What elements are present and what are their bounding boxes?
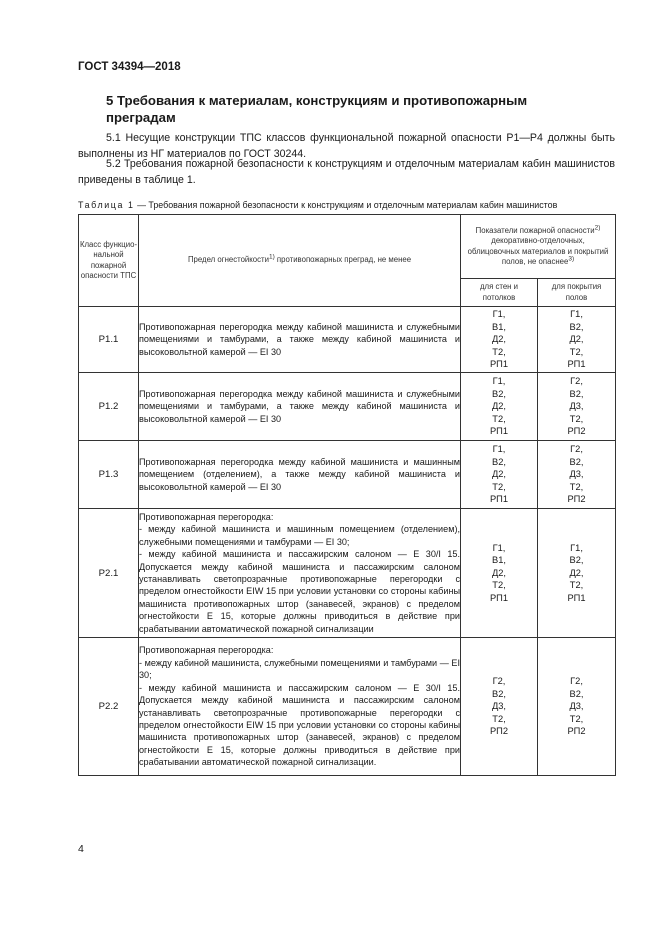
indicator-value: Д3,: [569, 401, 584, 412]
header-indicators-footnote-2: 3): [568, 255, 575, 263]
header-class-text: Класс функцио-нальной пожарной опасности ТПС: [79, 239, 138, 280]
indicator-value: Г2,: [570, 444, 583, 455]
table-caption-number: Таблица 1: [78, 200, 135, 210]
description-line: Противопожарная перегородка:: [139, 645, 274, 656]
indicator-value: Г2,: [570, 376, 583, 387]
indicator-value: Д2,: [569, 334, 584, 345]
row-class: Р1.1: [79, 307, 139, 373]
indicator-value: Г1,: [492, 309, 506, 320]
indicator-value: В2,: [569, 388, 584, 399]
indicator-value: Д2,: [491, 567, 507, 578]
indicator-value: В2,: [492, 456, 506, 467]
indicator-value: Т2,: [569, 413, 584, 424]
indicator-value: В2,: [569, 321, 584, 332]
row-class: Р2.2: [79, 638, 139, 776]
row-description: [139, 638, 461, 776]
description-line: Противопожарная перегородка между кабиной машиниста и служебными помещениями и тамбурами, а также между кабиной машиниста и высоковольтной камерой — EI 30: [139, 388, 460, 424]
indicator-value: РП2: [567, 726, 586, 737]
description-line: Противопожарная перегородка между кабиной машиниста и машинным помещением (отделением), а также между кабиной машиниста и высоковольтной камерой — EI 30: [139, 456, 460, 492]
indicator-value: РП2: [567, 426, 586, 437]
indicator-value: РП2: [489, 726, 509, 737]
indicator-value: Г1,: [492, 444, 506, 455]
row-description: [139, 441, 461, 509]
header-class: [79, 215, 139, 307]
row-description: [139, 307, 461, 373]
indicator-value: В2,: [492, 388, 506, 399]
row-description: [139, 373, 461, 441]
row-class: Р1.2: [79, 373, 139, 441]
row-walls-indicators: [461, 373, 538, 441]
indicator-value: Д3,: [569, 469, 584, 480]
description-line: Противопожарная перегородка:: [139, 511, 274, 522]
header-walls: для стен и потолков: [461, 279, 538, 307]
description-line: - между кабиной машиниста и пассажирским салоном — E 30/I 15. Допускается между кабиной машиниста и пассажирским салоном устанавливать светопрозрачные противопожарные перегородки с пределом огнестойкости EIW 15 при условии установки со стороны кабины машиниста противопожарных штор (занавесей, экранов) с пределом огнестойкости E 15, которые должны приводиться в действие при срабатывании автоматической пожарной сигнализации.: [139, 682, 460, 768]
indicator-value: Т2,: [569, 580, 584, 591]
table-row: [79, 509, 616, 638]
row-floors-indicators: [538, 638, 616, 776]
header-indicators: [461, 215, 616, 279]
indicator-value: Т2,: [492, 413, 506, 424]
indicator-value: Д2,: [569, 567, 584, 578]
table-caption-text: — Требования пожарной безопасности к конструкциям и отделочным материалам кабин машинистов: [134, 200, 558, 210]
paragraph-5-1: 5.1 Несущие конструкции ТПС классов функциональной пожарной опасности Р1—Р4 должны быть выполнены из НГ материалов по ГОСТ 30244.: [78, 132, 615, 160]
row-class: Р2.1: [79, 509, 139, 638]
indicator-value: Т2,: [569, 346, 584, 357]
indicator-value: Т2,: [492, 580, 506, 591]
description-line: - между кабиной машиниста, служебными помещениями и тамбурами — EI 30;: [139, 657, 460, 681]
row-description: [139, 509, 461, 638]
section-title: 5 Требования к материалам, конструкциям и противопожарным преградам: [106, 93, 528, 125]
indicator-value: Г1,: [492, 542, 506, 553]
document-code: ГОСТ 34394—2018: [78, 61, 181, 73]
indicator-value: Г1,: [492, 376, 506, 387]
row-walls-indicators: [461, 509, 538, 638]
indicator-value: РП1: [489, 592, 509, 603]
header-fire-limit-text: Предел огнестойкости: [187, 255, 269, 265]
row-floors-indicators: [538, 373, 616, 441]
indicator-value: Т2,: [492, 346, 506, 357]
requirements-table: [78, 214, 616, 776]
indicator-value: РП1: [489, 494, 509, 505]
row-floors-indicators: [538, 509, 616, 638]
header-fire-limit-text-2: противопожарных преград, не менее: [274, 255, 412, 265]
indicator-value: Г2,: [492, 676, 506, 687]
indicator-value: Т2,: [492, 481, 506, 492]
description-line: Противопожарная перегородка между кабиной машиниста и служебными помещениями и тамбурами, а также между кабиной машиниста и высоковольтной камерой — EI 30: [139, 321, 460, 357]
row-walls-indicators: [461, 307, 538, 373]
indicator-value: РП1: [567, 592, 586, 603]
indicator-value: Т2,: [492, 713, 506, 724]
indicator-value: В1,: [492, 555, 506, 566]
page-number: 4: [78, 843, 84, 855]
indicator-value: РП1: [489, 359, 509, 370]
header-fire-limit-footnote: 1): [268, 253, 275, 261]
row-floors-indicators: [538, 307, 616, 373]
indicator-value: Г1,: [570, 309, 583, 320]
table-row: [79, 373, 616, 441]
header-indicators-text-2: декоративно-отделочных, облицовочных материалов и покрытий полов, не опаснее: [467, 236, 609, 266]
row-floors-indicators: [538, 441, 616, 509]
indicator-value: Д2,: [491, 469, 507, 480]
header-floors: для покрытия полов: [538, 279, 616, 307]
table-row: [79, 638, 616, 776]
indicator-value: В2,: [569, 555, 584, 566]
indicator-value: В1,: [492, 321, 506, 332]
indicator-value: Т2,: [569, 481, 584, 492]
indicator-value: РП1: [567, 359, 586, 370]
table-body: [79, 307, 616, 776]
indicator-value: Г2,: [570, 676, 583, 687]
indicator-value: В2,: [569, 688, 584, 699]
row-walls-indicators: [461, 441, 538, 509]
indicator-value: РП2: [567, 494, 586, 505]
description-line: - между кабиной машиниста и машинным помещением (отделением), служебными помещениями и тамбурами — EI 30;: [139, 524, 460, 547]
indicator-value: РП1: [489, 426, 509, 437]
row-walls-indicators: [461, 638, 538, 776]
indicator-value: Д3,: [569, 701, 584, 712]
row-class: Р1.3: [79, 441, 139, 509]
table-row: [79, 441, 616, 509]
indicator-value: Д2,: [491, 401, 507, 412]
indicator-value: В2,: [492, 688, 506, 699]
indicator-value: Д3,: [491, 701, 507, 712]
paragraph-5-2: 5.2 Требования пожарной безопасности к конструкциям и отделочным материалам кабин машинистов приведены в таблице 1.: [78, 158, 615, 186]
header-indicators-text: Показатели пожарной опасности: [475, 225, 595, 235]
table-caption: [78, 200, 557, 210]
indicator-value: Г1,: [570, 542, 583, 553]
header-fire-limit: [139, 215, 461, 307]
indicator-value: Д2,: [491, 334, 507, 345]
indicator-value: Т2,: [569, 713, 584, 724]
indicator-value: В2,: [569, 456, 584, 467]
description-line: - между кабиной машиниста и пассажирским салоном — E 30/I 15. Допускается между кабиной машиниста и пассажирским салоном устанавливать светопрозрачные противопожарные перегородки с пределом огнестойкости EIW 15 при условии установки со стороны кабины машиниста противопожарных штор (занавесей, экранов) с пределом огнестойкости E 15, которые должны приводиться в действие при срабатывании автоматической пожарной сигнализации: [139, 549, 460, 634]
header-indicators-footnote: 2): [594, 223, 601, 231]
table-row: [79, 307, 616, 373]
